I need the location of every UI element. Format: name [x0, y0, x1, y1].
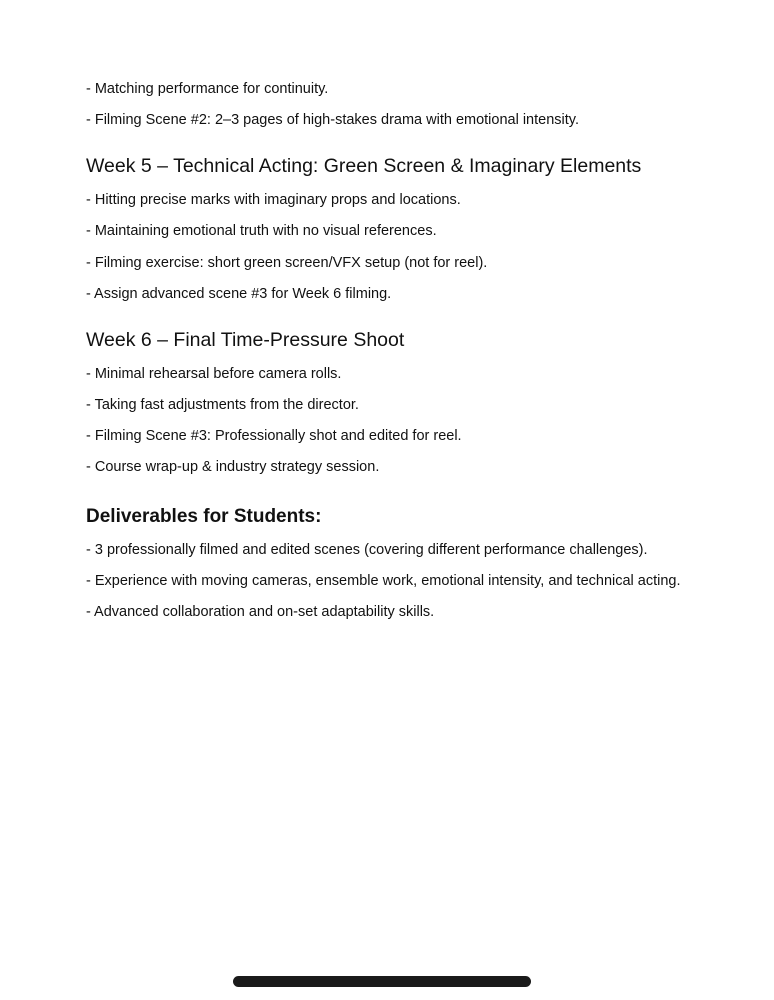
home-indicator-bar[interactable]	[233, 976, 531, 987]
week5-bullet-1: - Hitting precise marks with imaginary props and locations.	[86, 192, 461, 208]
week5-bullet-2: - Maintaining emotional truth with no visual references.	[86, 223, 437, 239]
week6-bullet-3: - Filming Scene #3: Professionally shot and edited for reel.	[86, 428, 462, 444]
deliverables-bullet-2: - Experience with moving cameras, ensemble work, emotional intensity, and technical acting.	[86, 573, 681, 589]
week5-bullet-3: - Filming exercise: short green screen/VFX setup (not for reel).	[86, 255, 488, 271]
week5-bullet-4: - Assign advanced scene #3 for Week 6 filming.	[86, 286, 392, 302]
week6-bullet-1: - Minimal rehearsal before camera rolls.	[86, 366, 342, 382]
week5-heading: Week 5 – Technical Acting: Green Screen & Imaginary Elements	[86, 155, 642, 177]
week6-heading: Week 6 – Final Time-Pressure Shoot	[86, 329, 405, 351]
bullet-matching-performance: - Matching performance for continuity.	[86, 81, 329, 97]
week6-bullet-4: - Course wrap-up & industry strategy session.	[86, 459, 380, 475]
deliverables-bullet-3: - Advanced collaboration and on-set adaptability skills.	[86, 604, 435, 620]
deliverables-bullet-1: - 3 professionally filmed and edited scenes (covering different performance challenges).	[86, 542, 648, 558]
bullet-filming-scene-2: - Filming Scene #2: 2–3 pages of high-stakes drama with emotional intensity.	[86, 112, 579, 128]
deliverables-heading: Deliverables for Students:	[86, 506, 322, 527]
week6-bullet-2: - Taking fast adjustments from the director.	[86, 397, 359, 413]
